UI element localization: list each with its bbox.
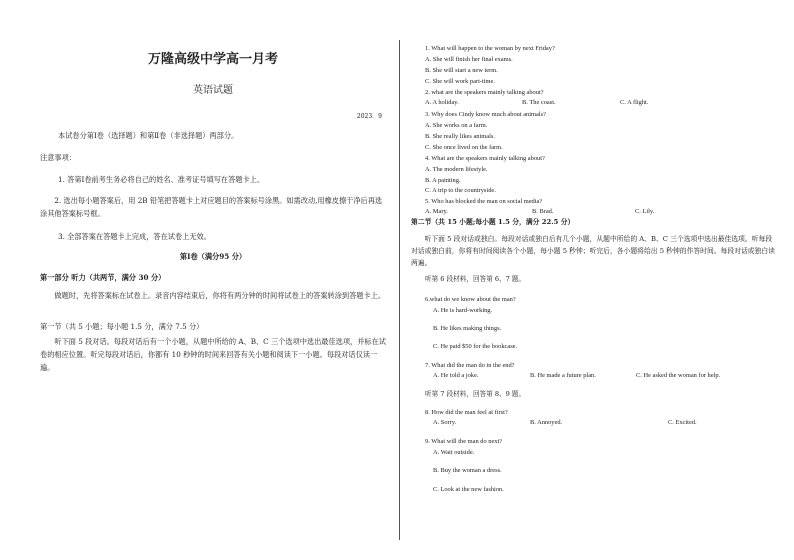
option-1b: B. She will start a new term. [425, 67, 498, 74]
material-6-heading: 听第 6 段材料，回答第 6、7 题。 [425, 275, 526, 283]
question-7: 7. What did the man do in the end? [425, 362, 515, 369]
material-7-heading: 听第 7 段材料，回答第 8、9 题。 [425, 390, 526, 398]
question-3: 3. Why does Cindy know much about animals? [425, 111, 546, 118]
option-8a: A. Sorry. [433, 419, 457, 426]
option-1a: A. She will finish her final exams. [425, 56, 513, 63]
option-4c: C. A trip to the countryside. [425, 187, 496, 194]
question-5: 5. Who has blocked the man on social media? [425, 198, 543, 205]
option-5c: C. Lily. [635, 208, 655, 215]
notes-heading: 注意事项： [40, 153, 76, 162]
question-2: 2. what are the speakers mainly talking about? [425, 89, 544, 96]
option-8b: B. Annoyed. [530, 419, 563, 426]
options-2 [425, 99, 775, 108]
option-9c: C. Look at the new fashion. [433, 486, 504, 493]
note-3: 3. 全部答案在答题卡上完成，答在试卷上无效。 [58, 232, 211, 241]
option-7a: A. He told a joke. [433, 372, 479, 379]
option-6c: C. He paid $50 for the bookcase. [433, 343, 518, 350]
intro-text: 本试卷分第Ⅰ卷（选择题）和第Ⅱ卷（非选择题）两部分。 [58, 131, 239, 140]
note-2: 2. 选出每小题答案后，用 2B 铅笔把答题卡上对应题目的答案标号涂黑。如需改动,用橡皮擦干净后再选涂其他答案标号框。 [40, 196, 383, 218]
question-1: 1. What will happen to the woman by next Friday? [425, 45, 555, 52]
section-1-text: 听下面 5 段对话。每段对话后有一个小题，从题中所给的 A、B、C 三个选项中选出最佳选项，并标在试卷的相应位置。听完每段对话后，你都有 10 秒钟的时间来回答有关小题和阅读下一小题。每段对话仅读一遍。 [40, 337, 386, 372]
option-4b: B. A painting. [425, 177, 461, 184]
option-9b: B. Buy the woman a dress. [433, 467, 502, 474]
section-1-heading: 第一节（共 5 小题；每小题 1.5 分，满分 7.5 分） [40, 322, 204, 331]
option-6a: A. He is hard-working. [433, 307, 493, 314]
section-2-heading: 第二节（共 15 小题;每小题 1.5 分，满分 22.5 分） [411, 218, 575, 226]
question-9: 9. What will the man do next? [425, 438, 503, 445]
question-8: 8. How did the man feel at first? [425, 409, 508, 416]
option-8c: C. Excited. [668, 419, 697, 426]
option-2a: A. A holiday. [425, 99, 459, 106]
option-4a: A. The modern lifestyle. [425, 166, 488, 173]
exam-date: 2023．9 [356, 113, 382, 120]
option-3a: A. She works on a farm. [425, 122, 488, 129]
options-8 [433, 419, 775, 428]
column-divider [399, 40, 400, 540]
option-2c: C. A flight. [620, 99, 649, 106]
question-4: 4. What are the speakers mainly talking about? [425, 155, 545, 162]
option-5b: B. Brad. [532, 208, 554, 215]
part-1-text: 做题时，先将答案标在试卷上。录音内容结束后，你将有两分钟的时间将试卷上的答案转涂到答题卡上。 [54, 291, 386, 300]
option-5a: A. Mary. [425, 208, 448, 215]
option-6b: B. He likes making things. [433, 325, 502, 332]
options-5 [425, 208, 775, 217]
option-3c: C. She once lived on the farm. [425, 144, 503, 151]
exam-title: 万隆高级中学高一月考 [147, 52, 278, 67]
option-1c: C. She will work part-time. [425, 78, 495, 85]
option-2b: B. The coast. [522, 99, 556, 106]
option-7b: B. He made a future plan. [530, 372, 596, 379]
option-3b: B. She really likes animals. [425, 133, 495, 140]
question-6: 6.what do we know about the man? [425, 296, 516, 303]
option-9a: A. Wait outside. [433, 449, 475, 456]
section-2-text: 听下面 5 段对话或独白。每段对话或独白后有几个小题，从题中所给的 A、B、C 三个选项中选出最佳选项。听每段对话或独白前，你将有时间阅读各个小题，每小题 5 秒钟；听完后，各小题将给出 5 秒钟的作答时间。每段对话或独白读两遍。 [411, 235, 775, 267]
note-1: 1. 答第Ⅰ卷前考生务必将自己的姓名、准考证号填写在答题卡上。 [58, 175, 265, 184]
exam-subtitle: 英语试题 [193, 85, 233, 96]
part-1-heading: 第一部分 听力（共两节，满分 30 分） [40, 273, 166, 282]
volume-1-heading: 第Ⅰ卷（满分95 分） [179, 252, 247, 261]
options-7 [433, 372, 775, 381]
option-7c: C. He asked the woman for help. [636, 372, 721, 379]
